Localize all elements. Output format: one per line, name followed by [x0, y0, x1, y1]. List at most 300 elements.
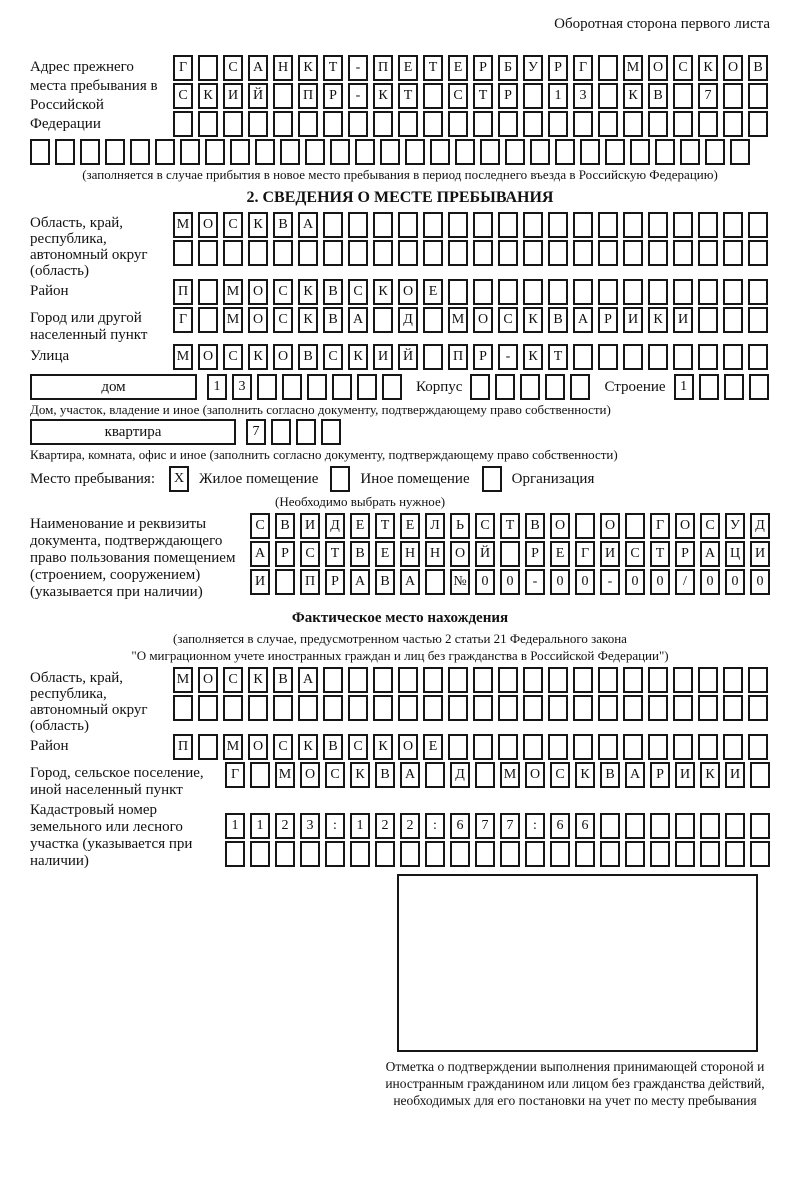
- char-cell[interactable]: С: [223, 55, 243, 81]
- char-cell[interactable]: Г: [575, 541, 595, 567]
- char-cell[interactable]: [205, 139, 225, 165]
- char-cell[interactable]: П: [173, 279, 193, 305]
- char-cell[interactable]: [348, 695, 368, 721]
- char-cell[interactable]: 1: [207, 374, 227, 400]
- char-cell[interactable]: [398, 240, 418, 266]
- char-cell[interactable]: [500, 541, 520, 567]
- char-cell[interactable]: :: [525, 813, 545, 839]
- char-cell[interactable]: [230, 139, 250, 165]
- char-cell[interactable]: [300, 841, 320, 867]
- char-cell[interactable]: Е: [398, 55, 418, 81]
- char-cell[interactable]: А: [248, 55, 268, 81]
- char-cell[interactable]: 3: [232, 374, 252, 400]
- char-cell[interactable]: И: [673, 307, 693, 333]
- char-cell[interactable]: [625, 813, 645, 839]
- char-cell[interactable]: [605, 139, 625, 165]
- char-cell[interactable]: [748, 240, 768, 266]
- char-cell[interactable]: П: [448, 344, 468, 370]
- char-cell[interactable]: [430, 139, 450, 165]
- char-cell[interactable]: В: [298, 344, 318, 370]
- char-cell[interactable]: [523, 667, 543, 693]
- char-cell[interactable]: [250, 762, 270, 788]
- char-cell[interactable]: [325, 841, 345, 867]
- char-cell[interactable]: В: [525, 513, 545, 539]
- korpus-cells[interactable]: [470, 374, 590, 400]
- char-cell[interactable]: П: [373, 55, 393, 81]
- char-cell[interactable]: О: [248, 307, 268, 333]
- char-cell[interactable]: [423, 344, 443, 370]
- char-cell[interactable]: 7: [698, 83, 718, 109]
- document-row-3[interactable]: [250, 569, 770, 595]
- char-cell[interactable]: С: [325, 762, 345, 788]
- char-cell[interactable]: А: [298, 667, 318, 693]
- char-cell[interactable]: 0: [750, 569, 770, 595]
- char-cell[interactable]: В: [375, 569, 395, 595]
- char-cell[interactable]: [400, 841, 420, 867]
- char-cell[interactable]: [373, 667, 393, 693]
- char-cell[interactable]: [495, 374, 515, 400]
- char-cell[interactable]: И: [675, 762, 695, 788]
- char-cell[interactable]: Г: [173, 307, 193, 333]
- char-cell[interactable]: И: [223, 83, 243, 109]
- char-cell[interactable]: [323, 212, 343, 238]
- char-cell[interactable]: [523, 695, 543, 721]
- char-cell[interactable]: [623, 279, 643, 305]
- char-cell[interactable]: [348, 240, 368, 266]
- char-cell[interactable]: [423, 83, 443, 109]
- char-cell[interactable]: Е: [400, 513, 420, 539]
- char-cell[interactable]: 1: [548, 83, 568, 109]
- city-row[interactable]: [173, 307, 768, 333]
- char-cell[interactable]: [530, 139, 550, 165]
- char-cell[interactable]: [523, 240, 543, 266]
- char-cell[interactable]: О: [648, 55, 668, 81]
- char-cell[interactable]: [423, 695, 443, 721]
- char-cell[interactable]: [623, 240, 643, 266]
- char-cell[interactable]: [698, 734, 718, 760]
- char-cell[interactable]: М: [173, 344, 193, 370]
- char-cell[interactable]: [398, 111, 418, 137]
- char-cell[interactable]: [198, 279, 218, 305]
- char-cell[interactable]: А: [298, 212, 318, 238]
- char-cell[interactable]: [248, 695, 268, 721]
- char-cell[interactable]: [573, 212, 593, 238]
- char-cell[interactable]: [348, 212, 368, 238]
- char-cell[interactable]: [598, 240, 618, 266]
- char-cell[interactable]: [473, 279, 493, 305]
- char-cell[interactable]: [470, 374, 490, 400]
- char-cell[interactable]: В: [323, 307, 343, 333]
- char-cell[interactable]: [473, 111, 493, 137]
- char-cell[interactable]: Е: [550, 541, 570, 567]
- char-cell[interactable]: К: [348, 344, 368, 370]
- char-cell[interactable]: [450, 841, 470, 867]
- char-cell[interactable]: [675, 813, 695, 839]
- char-cell[interactable]: Т: [323, 55, 343, 81]
- char-cell[interactable]: [373, 240, 393, 266]
- char-cell[interactable]: [405, 139, 425, 165]
- char-cell[interactable]: С: [223, 344, 243, 370]
- char-cell[interactable]: [373, 695, 393, 721]
- char-cell[interactable]: [525, 841, 545, 867]
- char-cell[interactable]: И: [373, 344, 393, 370]
- char-cell[interactable]: [673, 734, 693, 760]
- char-cell[interactable]: [498, 667, 518, 693]
- char-cell[interactable]: [348, 111, 368, 137]
- char-cell[interactable]: Н: [273, 55, 293, 81]
- char-cell[interactable]: [598, 734, 618, 760]
- char-cell[interactable]: Г: [173, 55, 193, 81]
- char-cell[interactable]: [523, 279, 543, 305]
- char-cell[interactable]: [700, 813, 720, 839]
- char-cell[interactable]: [548, 279, 568, 305]
- char-cell[interactable]: [698, 212, 718, 238]
- char-cell[interactable]: [475, 841, 495, 867]
- char-cell[interactable]: В: [350, 541, 370, 567]
- char-cell[interactable]: М: [223, 307, 243, 333]
- char-cell[interactable]: Т: [423, 55, 443, 81]
- char-cell[interactable]: [623, 667, 643, 693]
- organization-checkbox[interactable]: [482, 466, 502, 492]
- char-cell[interactable]: [598, 344, 618, 370]
- char-cell[interactable]: [198, 734, 218, 760]
- char-cell[interactable]: [298, 111, 318, 137]
- char-cell[interactable]: О: [675, 513, 695, 539]
- char-cell[interactable]: [698, 307, 718, 333]
- char-cell[interactable]: К: [373, 279, 393, 305]
- char-cell[interactable]: И: [623, 307, 643, 333]
- char-cell[interactable]: С: [673, 55, 693, 81]
- char-cell[interactable]: Р: [323, 83, 343, 109]
- char-cell[interactable]: [298, 240, 318, 266]
- char-cell[interactable]: [55, 139, 75, 165]
- char-cell[interactable]: [130, 139, 150, 165]
- char-cell[interactable]: Д: [450, 762, 470, 788]
- char-cell[interactable]: [630, 139, 650, 165]
- char-cell[interactable]: А: [573, 307, 593, 333]
- char-cell[interactable]: В: [648, 83, 668, 109]
- char-cell[interactable]: Р: [525, 541, 545, 567]
- char-cell[interactable]: [673, 695, 693, 721]
- char-cell[interactable]: [750, 841, 770, 867]
- char-cell[interactable]: [723, 344, 743, 370]
- char-cell[interactable]: Д: [325, 513, 345, 539]
- char-cell[interactable]: [198, 695, 218, 721]
- char-cell[interactable]: 0: [700, 569, 720, 595]
- char-cell[interactable]: [575, 841, 595, 867]
- char-cell[interactable]: [323, 240, 343, 266]
- actual-region-row-2[interactable]: [173, 695, 768, 721]
- char-cell[interactable]: О: [398, 279, 418, 305]
- char-cell[interactable]: [698, 695, 718, 721]
- char-cell[interactable]: Г: [225, 762, 245, 788]
- char-cell[interactable]: К: [523, 307, 543, 333]
- street-row[interactable]: [173, 344, 768, 370]
- char-cell[interactable]: -: [498, 344, 518, 370]
- char-cell[interactable]: [648, 344, 668, 370]
- char-cell[interactable]: [623, 695, 643, 721]
- char-cell[interactable]: [475, 762, 495, 788]
- char-cell[interactable]: [423, 212, 443, 238]
- char-cell[interactable]: [523, 111, 543, 137]
- char-cell[interactable]: -: [348, 83, 368, 109]
- char-cell[interactable]: [648, 667, 668, 693]
- char-cell[interactable]: [548, 212, 568, 238]
- char-cell[interactable]: [375, 841, 395, 867]
- char-cell[interactable]: [723, 307, 743, 333]
- char-cell[interactable]: С: [475, 513, 495, 539]
- char-cell[interactable]: С: [223, 667, 243, 693]
- char-cell[interactable]: [548, 695, 568, 721]
- char-cell[interactable]: В: [323, 279, 343, 305]
- char-cell[interactable]: [598, 111, 618, 137]
- char-cell[interactable]: [373, 307, 393, 333]
- char-cell[interactable]: Т: [548, 344, 568, 370]
- char-cell[interactable]: [423, 667, 443, 693]
- char-cell[interactable]: С: [273, 279, 293, 305]
- char-cell[interactable]: И: [750, 541, 770, 567]
- prev-address-row-2[interactable]: [173, 83, 768, 109]
- char-cell[interactable]: П: [300, 569, 320, 595]
- char-cell[interactable]: [648, 212, 668, 238]
- char-cell[interactable]: К: [298, 55, 318, 81]
- char-cell[interactable]: В: [375, 762, 395, 788]
- char-cell[interactable]: [648, 111, 668, 137]
- char-cell[interactable]: 7: [246, 419, 266, 445]
- char-cell[interactable]: [673, 240, 693, 266]
- char-cell[interactable]: 0: [550, 569, 570, 595]
- char-cell[interactable]: [155, 139, 175, 165]
- char-cell[interactable]: [448, 695, 468, 721]
- char-cell[interactable]: [748, 307, 768, 333]
- char-cell[interactable]: К: [350, 762, 370, 788]
- char-cell[interactable]: М: [448, 307, 468, 333]
- char-cell[interactable]: Р: [473, 344, 493, 370]
- char-cell[interactable]: [748, 111, 768, 137]
- char-cell[interactable]: М: [223, 734, 243, 760]
- char-cell[interactable]: К: [373, 83, 393, 109]
- char-cell[interactable]: [573, 667, 593, 693]
- char-cell[interactable]: [498, 111, 518, 137]
- char-cell[interactable]: М: [223, 279, 243, 305]
- char-cell[interactable]: К: [648, 307, 668, 333]
- char-cell[interactable]: [273, 83, 293, 109]
- char-cell[interactable]: 0: [475, 569, 495, 595]
- char-cell[interactable]: В: [548, 307, 568, 333]
- char-cell[interactable]: [173, 695, 193, 721]
- char-cell[interactable]: [423, 240, 443, 266]
- char-cell[interactable]: К: [700, 762, 720, 788]
- char-cell[interactable]: [648, 240, 668, 266]
- char-cell[interactable]: [198, 111, 218, 137]
- char-cell[interactable]: [623, 111, 643, 137]
- char-cell[interactable]: 3: [300, 813, 320, 839]
- char-cell[interactable]: [80, 139, 100, 165]
- char-cell[interactable]: С: [498, 307, 518, 333]
- char-cell[interactable]: С: [300, 541, 320, 567]
- char-cell[interactable]: [748, 279, 768, 305]
- char-cell[interactable]: К: [373, 734, 393, 760]
- char-cell[interactable]: [700, 841, 720, 867]
- char-cell[interactable]: [625, 841, 645, 867]
- char-cell[interactable]: [680, 139, 700, 165]
- char-cell[interactable]: А: [250, 541, 270, 567]
- char-cell[interactable]: М: [275, 762, 295, 788]
- char-cell[interactable]: [573, 111, 593, 137]
- char-cell[interactable]: Р: [325, 569, 345, 595]
- apartment-cells[interactable]: [246, 419, 341, 445]
- char-cell[interactable]: [623, 212, 643, 238]
- char-cell[interactable]: А: [700, 541, 720, 567]
- char-cell[interactable]: И: [725, 762, 745, 788]
- char-cell[interactable]: [550, 841, 570, 867]
- char-cell[interactable]: К: [298, 279, 318, 305]
- char-cell[interactable]: Т: [398, 83, 418, 109]
- char-cell[interactable]: [330, 139, 350, 165]
- char-cell[interactable]: [723, 279, 743, 305]
- actual-district-row[interactable]: [173, 734, 768, 760]
- prev-address-row-4[interactable]: [30, 139, 770, 165]
- char-cell[interactable]: 0: [650, 569, 670, 595]
- char-cell[interactable]: /: [675, 569, 695, 595]
- char-cell[interactable]: [498, 279, 518, 305]
- char-cell[interactable]: Р: [675, 541, 695, 567]
- char-cell[interactable]: -: [600, 569, 620, 595]
- char-cell[interactable]: [180, 139, 200, 165]
- char-cell[interactable]: [730, 139, 750, 165]
- char-cell[interactable]: [725, 813, 745, 839]
- char-cell[interactable]: Р: [473, 55, 493, 81]
- char-cell[interactable]: 3: [573, 83, 593, 109]
- char-cell[interactable]: Р: [275, 541, 295, 567]
- char-cell[interactable]: [673, 279, 693, 305]
- char-cell[interactable]: [523, 83, 543, 109]
- char-cell[interactable]: [455, 139, 475, 165]
- document-row-1[interactable]: [250, 513, 770, 539]
- char-cell[interactable]: [723, 240, 743, 266]
- district-row[interactable]: [173, 279, 768, 305]
- char-cell[interactable]: У: [523, 55, 543, 81]
- char-cell[interactable]: С: [448, 83, 468, 109]
- char-cell[interactable]: [698, 667, 718, 693]
- char-cell[interactable]: [723, 667, 743, 693]
- char-cell[interactable]: Е: [423, 734, 443, 760]
- char-cell[interactable]: -: [525, 569, 545, 595]
- char-cell[interactable]: [748, 344, 768, 370]
- actual-city-row[interactable]: [225, 762, 770, 788]
- char-cell[interactable]: О: [600, 513, 620, 539]
- char-cell[interactable]: В: [275, 513, 295, 539]
- char-cell[interactable]: [423, 111, 443, 137]
- char-cell[interactable]: [673, 83, 693, 109]
- char-cell[interactable]: [723, 734, 743, 760]
- char-cell[interactable]: К: [248, 667, 268, 693]
- char-cell[interactable]: [273, 111, 293, 137]
- char-cell[interactable]: [673, 111, 693, 137]
- char-cell[interactable]: [623, 734, 643, 760]
- char-cell[interactable]: О: [248, 734, 268, 760]
- char-cell[interactable]: Н: [425, 541, 445, 567]
- char-cell[interactable]: Т: [650, 541, 670, 567]
- char-cell[interactable]: [448, 212, 468, 238]
- char-cell[interactable]: Д: [398, 307, 418, 333]
- char-cell[interactable]: [698, 111, 718, 137]
- char-cell[interactable]: О: [473, 307, 493, 333]
- char-cell[interactable]: Т: [375, 513, 395, 539]
- char-cell[interactable]: [723, 111, 743, 137]
- char-cell[interactable]: [498, 240, 518, 266]
- char-cell[interactable]: [448, 667, 468, 693]
- char-cell[interactable]: А: [625, 762, 645, 788]
- char-cell[interactable]: [555, 139, 575, 165]
- char-cell[interactable]: А: [400, 762, 420, 788]
- char-cell[interactable]: Р: [650, 762, 670, 788]
- char-cell[interactable]: [570, 374, 590, 400]
- char-cell[interactable]: [575, 513, 595, 539]
- document-row-2[interactable]: [250, 541, 770, 567]
- char-cell[interactable]: Р: [498, 83, 518, 109]
- char-cell[interactable]: С: [250, 513, 270, 539]
- prev-address-row-1[interactable]: [173, 55, 768, 81]
- char-cell[interactable]: [473, 734, 493, 760]
- char-cell[interactable]: [650, 813, 670, 839]
- char-cell[interactable]: [173, 240, 193, 266]
- char-cell[interactable]: [548, 667, 568, 693]
- char-cell[interactable]: Е: [448, 55, 468, 81]
- char-cell[interactable]: 2: [400, 813, 420, 839]
- char-cell[interactable]: [650, 841, 670, 867]
- char-cell[interactable]: Т: [500, 513, 520, 539]
- char-cell[interactable]: 1: [350, 813, 370, 839]
- char-cell[interactable]: [750, 813, 770, 839]
- char-cell[interactable]: О: [398, 734, 418, 760]
- char-cell[interactable]: С: [223, 212, 243, 238]
- char-cell[interactable]: [500, 841, 520, 867]
- char-cell[interactable]: [198, 55, 218, 81]
- char-cell[interactable]: [748, 212, 768, 238]
- char-cell[interactable]: 2: [375, 813, 395, 839]
- char-cell[interactable]: 2: [275, 813, 295, 839]
- char-cell[interactable]: О: [525, 762, 545, 788]
- char-cell[interactable]: П: [173, 734, 193, 760]
- char-cell[interactable]: [505, 139, 525, 165]
- char-cell[interactable]: [520, 374, 540, 400]
- char-cell[interactable]: [280, 139, 300, 165]
- char-cell[interactable]: [545, 374, 565, 400]
- char-cell[interactable]: [598, 212, 618, 238]
- char-cell[interactable]: 1: [674, 374, 694, 400]
- char-cell[interactable]: [573, 240, 593, 266]
- char-cell[interactable]: [105, 139, 125, 165]
- char-cell[interactable]: [357, 374, 377, 400]
- char-cell[interactable]: С: [323, 344, 343, 370]
- char-cell[interactable]: 7: [475, 813, 495, 839]
- char-cell[interactable]: О: [723, 55, 743, 81]
- char-cell[interactable]: [425, 569, 445, 595]
- char-cell[interactable]: 0: [725, 569, 745, 595]
- char-cell[interactable]: [748, 695, 768, 721]
- char-cell[interactable]: [348, 667, 368, 693]
- char-cell[interactable]: [305, 139, 325, 165]
- region-row-1[interactable]: [173, 212, 768, 238]
- char-cell[interactable]: [225, 841, 245, 867]
- char-cell[interactable]: [473, 240, 493, 266]
- char-cell[interactable]: [698, 240, 718, 266]
- char-cell[interactable]: 1: [250, 813, 270, 839]
- char-cell[interactable]: Ь: [450, 513, 470, 539]
- char-cell[interactable]: Б: [498, 55, 518, 81]
- char-cell[interactable]: [705, 139, 725, 165]
